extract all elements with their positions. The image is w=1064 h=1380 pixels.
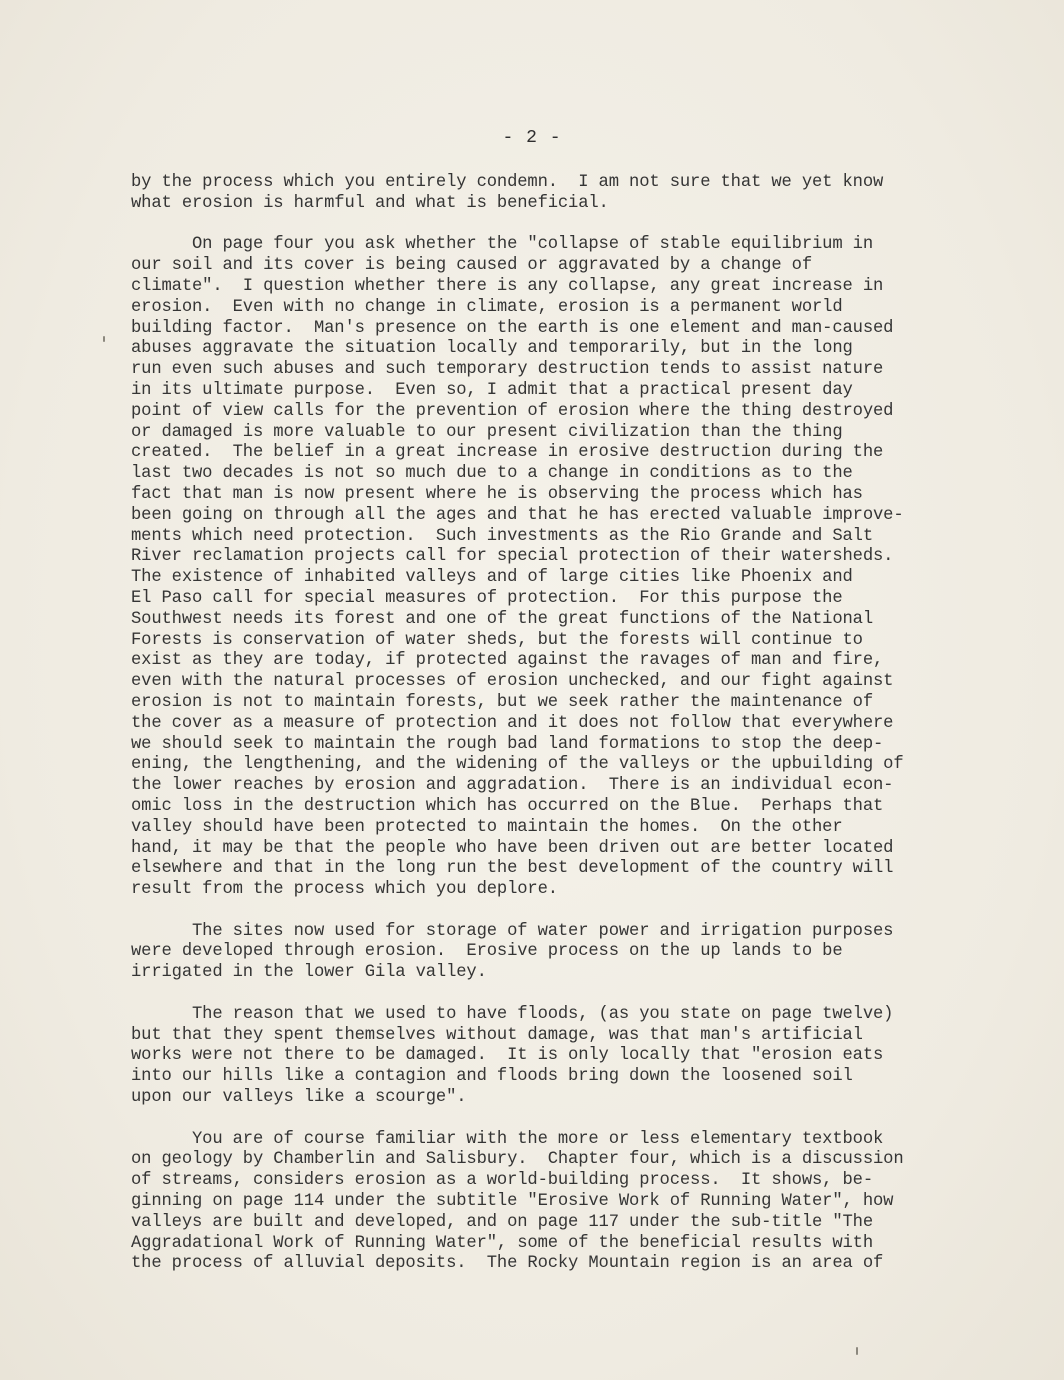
text-line: valleys are built and developed, and on page 117 under the sub-title "The [131,1212,873,1232]
text-line: climate". I question whether there is any collapse, any great increase in [131,276,884,296]
text-line: but that they spent themselves without damage, was that man's artificial [131,1025,863,1045]
text-line: on geology by Chamberlin and Salisbury. Chapter four, which is a discussion [131,1150,904,1170]
text-line: Southwest needs its forest and one of the great functions of the National [131,609,873,629]
text-line: ginning on page 114 under the subtitle "Erosive Work of Running Water", how [131,1192,894,1212]
text-line: run even such abuses and such temporary destruction tends to assist nature [131,360,884,380]
paper-mark [856,1347,858,1355]
text-line: upon our valleys like a scourge". [131,1088,467,1108]
text-line: works were not there to be damaged. It is only locally that "erosion eats [131,1046,884,1066]
paragraph [131,173,951,215]
text-line: The sites now used for storage of water power and irrigation purposes [131,921,894,941]
text-line: The reason that we used to have floods, (as you state on page twelve) [131,1004,894,1024]
text-line: abuses aggravate the situation locally and temporarily, but in the long [131,339,853,359]
text-line: fact that man is now present where he is observing the process which has [131,484,863,504]
text-line: exist as they are today, if protected against the ravages of man and fire, [131,651,884,671]
text-line: On page four you ask whether the "collapse of stable equilibrium in [131,235,873,255]
text-line: ments which need protection. Such investments as the Rio Grande and Salt [131,526,873,546]
text-line: of streams, considers erosion as a world-building process. It shows, be- [131,1171,873,1191]
text-line: result from the process which you deplore. [131,880,558,900]
paragraph [131,922,951,984]
text-line: El Paso call for special measures of protection. For this purpose the [131,588,843,608]
text-line: created. The belief in a great increase in erosive destruction during the [131,443,884,463]
text-line: elsewhere and that in the long run the best development of the country will [131,859,894,879]
text-line: by the process which you entirely condemn. I am not sure that we yet know [131,173,884,192]
text-line: Aggradational Work of Running Water", some of the beneficial results with [131,1233,873,1253]
text-line: Forests is conservation of water sheds, but the forests will continue to [131,630,863,650]
text-line: we should seek to maintain the rough bad land formations to stop the deep- [131,734,884,754]
paragraph [131,1130,951,1276]
text-line: River reclamation projects call for special protection of their watersheds. [131,547,894,567]
text-line: building factor. Man's presence on the earth is one element and man-caused [131,318,894,338]
text-line: or damaged is more valuable to our present civilization than the thing [131,422,843,442]
paper-mark [103,336,105,342]
paragraph [131,1005,951,1109]
text-line: point of view calls for the prevention of erosion where the thing destroyed [131,401,894,421]
text-line: even with the natural processes of erosion unchecked, and our fight against [131,672,894,692]
text-line: omic loss in the destruction which has occurred on the Blue. Perhaps that [131,796,884,816]
text-line: valley should have been protected to maintain the homes. On the other [131,817,843,837]
text-line: erosion is not to maintain forests, but we seek rather the maintenance of [131,692,873,712]
text-line: the process of alluvial deposits. The Rocky Mountain region is an area of [131,1254,884,1274]
text-line: You are of course familiar with the more or less elementary textbook [131,1129,884,1149]
text-line: erosion. Even with no change in climate, erosion is a permanent world [131,297,843,317]
text-line: in its ultimate purpose. Even so, I admit that a practical present day [131,380,853,400]
letter-body [131,173,951,1296]
text-line: the lower reaches by erosion and aggradation. There is an individual econ- [131,776,894,796]
text-line: were developed through erosion. Erosive process on the up lands to be [131,942,843,962]
text-line: been going on through all the ages and that he has erected valuable improve- [131,505,904,525]
text-line: our soil and its cover is being caused or aggravated by a change of [131,256,813,276]
text-line: what erosion is harmful and what is beneficial. [131,193,609,213]
text-line: irrigated in the lower Gila valley. [131,963,487,983]
paragraph [131,235,951,901]
text-line: last two decades is not so much due to a change in conditions as to the [131,464,853,484]
text-line: into our hills like a contagion and floods bring down the loosened soil [131,1067,853,1087]
text-line: ening, the lengthening, and the widening of the valleys or the upbuilding of [131,755,904,775]
text-line: the cover as a measure of protection and it does not follow that everywhere [131,713,894,733]
text-line: hand, it may be that the people who have been driven out are better located [131,838,894,858]
page-number: - 2 - [502,128,562,148]
text-line: The existence of inhabited valleys and of large cities like Phoenix and [131,568,853,588]
